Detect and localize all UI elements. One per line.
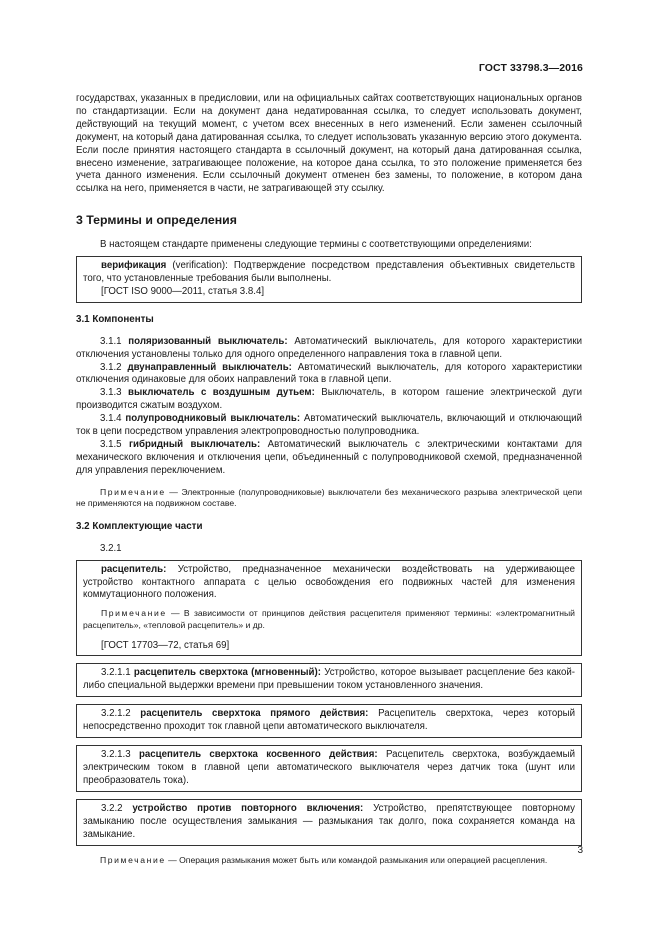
note-label: Примечание [100,854,166,865]
release-reference: [ГОСТ 17703—72, статья 69] [101,639,230,651]
definition-text: Автоматический выключатель с электрическими контактами для механического включения и отключения цепи, объединенный с полупроводниковой схемой, предназначенной для управления переключением. [76,438,582,476]
term-name: гибридный выключатель: [128,438,261,450]
term-box-3-2-1-2 [76,704,582,738]
term-name: поляризованный выключатель: [128,335,288,347]
page-number: 3 [577,845,583,856]
verification-definition [83,260,575,286]
term-number: 3.1.3 [100,387,128,399]
term-name: полупроводниковый выключатель: [125,413,301,425]
definition-text: (verification): Подтверждение посредством представления объективных свидетельств того, что установленные требования были выполнены. [83,260,575,284]
term-3-1-4 [76,413,582,439]
definition-text: Автоматический выключатель, для которого характеристики отключения одинаковые для обоих направлений тока в главной цепи. [76,361,582,386]
term-3-1-2 [76,362,582,388]
note-label: Примечание [100,486,166,497]
note-text: — В зависимости от принципов действия расцепителя применяют термины: «электромагнитный расцепитель», «тепловой расцепитель» и др. [83,608,575,630]
definition-text: Автоматический выключатель, для которого характеристики отключения установлены только для одного определенного направления тока в главной цепи. [76,335,582,360]
term-number: 3.1.2 [100,361,128,373]
term-number: 3.1.1 [100,335,129,347]
term-name: выключатель с воздушным дутьем: [128,387,315,399]
definition-text: Выключатель, в котором гашение электрической дуги производится сжатым воздухом. [76,387,582,412]
note-3-2 [76,855,582,867]
term-name: расцепитель: [101,563,167,575]
term-name: расцепитель сверхтока (мгновенный): [133,667,321,679]
document-header: ГОСТ 33798.3—2016 [478,62,583,74]
term-3-1-3 [76,387,582,413]
term-box-3-2-2 [76,799,582,846]
term-number: 3.2.1.3 [101,749,139,761]
definition-text: Устройство, которое вызывает расцепление без какой-либо специальной выдержки времени при превышении током установленного значения. [83,667,575,692]
term-name: устройство против повторного включения: [132,802,364,814]
note-label: Примечание [101,608,167,619]
term-3-2-1-1 [83,667,575,693]
definition-text: Устройство, препятствующее повторному замыканию после осуществления замыкания — размыкания так долго, пока сохраняется команда на замыкание. [83,802,575,840]
term-3-2-1-number: 3.2.1 [100,542,122,554]
verification-term-box [76,256,582,303]
release-definition [83,564,575,603]
section-3-title: 3 Термины и определения [76,213,237,228]
term-box-3-2-1-1 [76,663,582,697]
term-name: расцепитель сверхтока прямого действия: [140,708,369,720]
term-number: 3.2.2 [101,802,133,814]
subsection-3-1-title: 3.1 Компоненты [76,313,154,325]
release-term-box [76,560,582,657]
subsection-3-2-title: 3.2 Комплектующие части [76,520,203,532]
term-verification: верификация [101,260,167,272]
term-name: расцепитель сверхтока косвенного действия: [138,749,378,761]
term-3-2-2 [83,803,575,842]
note-text: — Электронные (полупроводниковые) выключатели без механического разрыва электрической цепи не применяются на подвижном составе. [76,486,582,509]
definition-text: Автоматический выключатель, включающий и отключающий ток в цепи посредством управления электропроводностью полупроводника. [76,413,582,438]
term-3-2-1-2 [83,708,575,734]
term-number: 3.1.4 [100,413,126,425]
term-3-2-1-3 [83,749,575,788]
section-3-lead: В настоящем стандарте применены следующие термины с соответствующими определениями: [100,239,532,251]
page-content [76,93,582,866]
term-number: 3.2.1.1 [101,667,134,679]
definition-text: Расцепитель сверхтока, возбуждаемый электрическим током в главной цепи автоматического выключателя через датчик тока (шунт или преобразователь тока). [83,749,575,786]
term-box-3-2-1-3 [76,745,582,792]
note-text: — Операция размыкания может быть или командой размыкания или операцией расцепления. [165,854,548,865]
verification-reference: [ГОСТ ISO 9000—2011, статья 3.8.4] [101,285,265,297]
release-note [83,608,575,631]
term-3-1-5 [76,439,582,478]
term-number: 3.2.1.2 [101,708,141,720]
term-number: 3.1.5 [100,438,129,450]
term-name: двунаправленный выключатель: [127,361,292,373]
note-3-1 [76,487,582,510]
term-3-1-1 [76,336,582,362]
definition-text: Устройство, предназначенное механически воздействовать на удерживающее устройство контактного аппарата с целью освобождения его подвижных частей для изменения коммутационного положения. [83,563,575,601]
intro-paragraph: государствах, указанных в предисловии, или на официальных сайтах соответствующих национальных органов по стандартизации. Если на документ дана недатированная ссылка, то следует использовать документ, действующий на текущий момент, с учетом всех внесенных в него изменений. Если заменен ссылочный документ, на который дана датированная ссылка, то следует использовать указанную версию этого документа. Если после принятия настоящего стандарта в ссылочный документ, на который дана датированная ссылка, внесено изменение, затрагивающее положение, на которое дана ссылка, то это положение применяется без учета данного изменения. Если ссылочный документ отменен без замены, то положение, в котором дана ссылка на него, применяется в части, не затрагивающей эту ссылку. [76,93,582,195]
definition-text: Расцепитель сверхтока, через который непосредственно проходит ток главной цепи автоматического выключателя. [83,708,575,733]
